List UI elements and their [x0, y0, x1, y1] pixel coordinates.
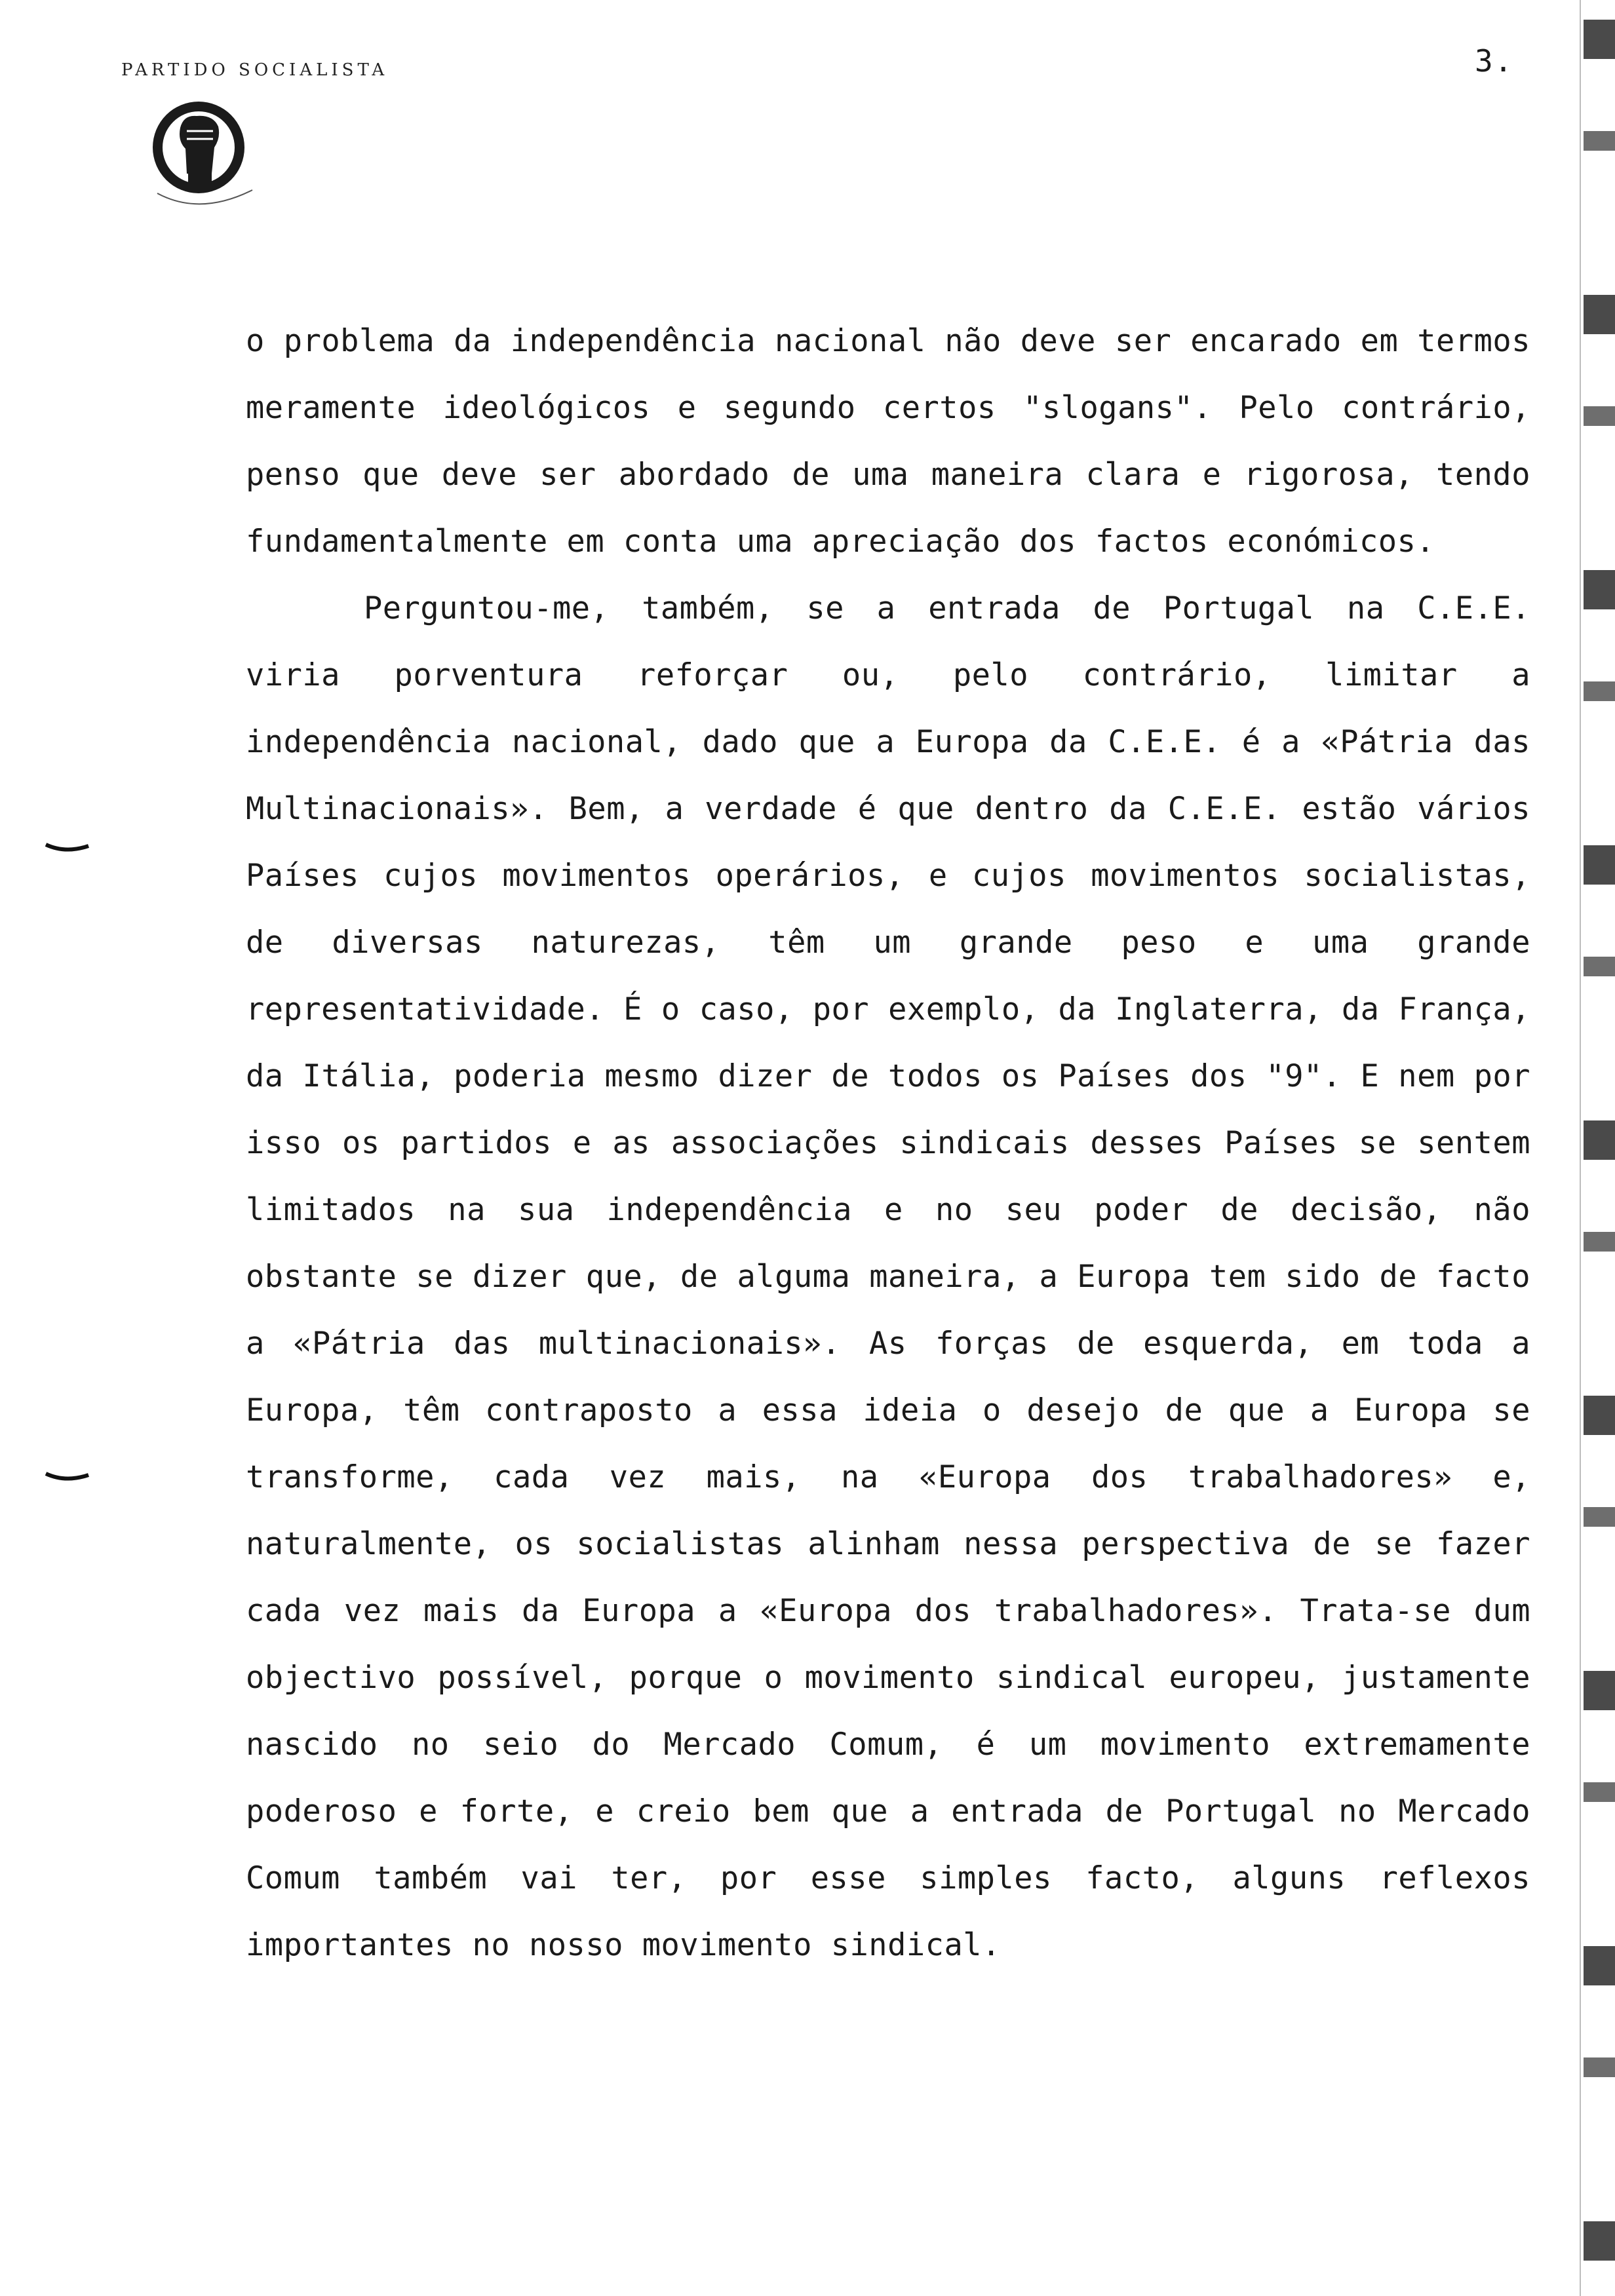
raised-fist-seal-icon	[121, 60, 389, 226]
scan-edge-line	[1580, 0, 1581, 2296]
paragraph: Perguntou-me, também, se a entrada de Portugal na C.E.E. viria porventura reforçar ou, pelo contrário, limitar a independência nacional, dado que a Europa da C.E.E. é a «Pátria das Multinacionais». Bem, a verdade é que dentro da C.E.E. estão vários Países cujos movimentos operários, e cujos movimentos socialistas, de diversas naturezas, têm um grande peso e uma grande representatividade. É o caso, por exemplo, da Inglaterra, da França, da Itália, poderia mesmo dizer de todos os Países dos "9". E nem por isso os partidos e as associações sindicais desses Países se sentem limitados na sua independência e no seu poder de decisão, não obstante se dizer que, de alguma maneira, a Europa tem sido de facto a «Pátria das multinacionais». As forças de esquerda, em toda a Europa, têm contraposto a essa ideia o desejo de que a Europa se transforme, cada vez mais, na «Europa dos trabalhadores» e, naturalmente, os socialistas alinham nessa perspectiva de se fazer cada vez mais da Europa a «Europa dos trabalhadores». Trata-se dum objectivo possível, porque o movimento sindical europeu, justamente nascido no seio do Mercado Comum, é um movimento extremamente poderoso e forte, e creio bem que a entrada de Portugal no Mercado Comum também vai ter, por esse simples facto, alguns reflexos importantes no nosso movimento sindical.	[246, 590, 1530, 1963]
margin-punch-mark	[46, 842, 92, 855]
scan-edge-shadow	[1584, 0, 1615, 2296]
document-body	[246, 308, 1530, 1979]
paragraph: o problema da independência nacional não deve ser encarado em termos meramente ideológicos e segundo certos "slogans". Pelo contrário, penso que deve ser abordado de uma maneira clara e rigorosa, tendo fundamentalmente em conta uma apreciação dos factos económicos.	[246, 323, 1530, 560]
logo-text: PARTIDO SOCIALISTA	[121, 60, 389, 80]
margin-punch-mark	[46, 1471, 92, 1484]
party-logo	[121, 60, 389, 226]
page-number: 3.	[1475, 43, 1514, 79]
